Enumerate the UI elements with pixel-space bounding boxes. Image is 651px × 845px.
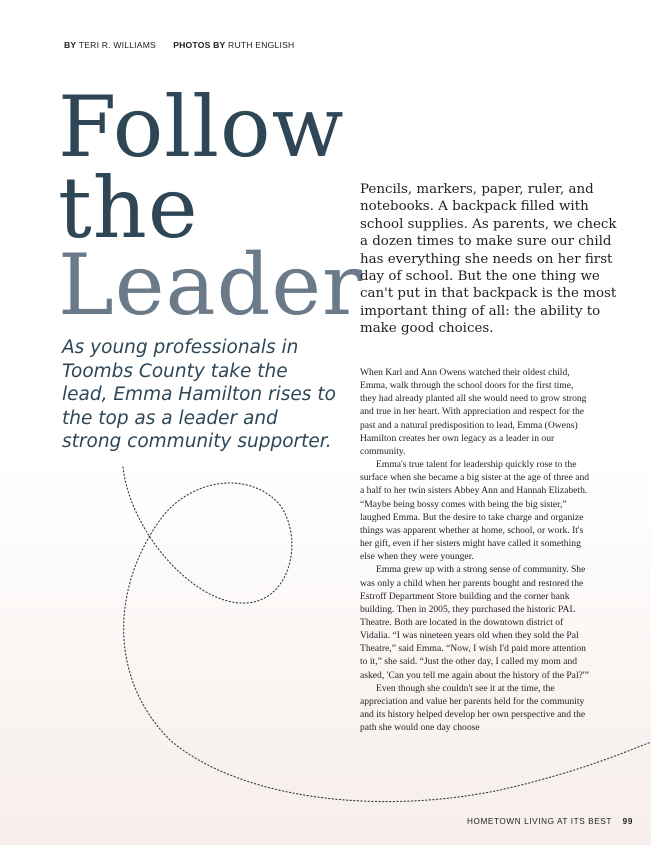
page-footer bbox=[467, 817, 633, 826]
byline-author: TERI R. WILLIAMS bbox=[78, 40, 156, 50]
body-paragraph: Emma's true talent for leadership quickly rose to the surface when she became a big sister at the age of three and a half to her twin sisters Abbey Ann and Hannah Elizabeth. “Maybe being bossy comes with being the big sister,” laughed Emma. But the desire to take charge and organize things was apparent whether at home, school, or work. It's her gift, even if her sisters might have called it something else when they were younger. bbox=[360, 459, 590, 563]
title-line-2: the bbox=[58, 159, 199, 257]
lede-paragraph bbox=[360, 181, 620, 338]
footer-magazine-name: HOMETOWN LIVING AT ITS BEST bbox=[467, 817, 612, 826]
lede-text: Pencils, markers, paper, ruler, and notebooks. A backpack filled with school supplies. As parents, we check a dozen times to make sure our child has everything she needs on her first day of school. But the one thing we can't put in that backpack is the most important thing of all: the ability to make good choices. bbox=[360, 182, 617, 337]
article-dek: As young professionals in Toombs County take the lead, Emma Hamilton rises to the top as a leader and strong community supporter. bbox=[62, 337, 336, 452]
byline bbox=[64, 40, 294, 50]
title-line-3: Leader bbox=[58, 236, 364, 334]
byline-by-label: BY bbox=[64, 40, 77, 50]
page-number: 99 bbox=[622, 817, 633, 826]
body-paragraph: When Karl and Ann Owens watched their oldest child, Emma, walk through the school doors for the first time, they had already planted all she would need to grow strong and true in her heart. With appreciation and respect for the past and a natural predisposition to lead, Emma (Owens) Hamilton creates her own legacy as a leader in our community. bbox=[360, 367, 587, 457]
byline-photos-label: PHOTOS BY bbox=[173, 40, 226, 50]
body-paragraph: Emma grew up with a strong sense of community. She was only a child when her parents bought and restored the Estroff Department Store building and the corner bank building. Then in 2005, they purchased the historic PAL Theatre. Both are located in the downtown district of Vidalia. “I was nineteen years old when they sold the Pal Theatre,” said Emma. “Now, I wish I'd paid more attention to it,” she said. “Just the other day, I called my mom and asked, 'Can you tell me again about the history of the Pal?'” bbox=[360, 564, 589, 681]
article-body bbox=[360, 366, 592, 734]
byline-photographer: RUTH ENGLISH bbox=[228, 40, 295, 50]
title-line-1: Follow bbox=[58, 78, 345, 176]
body-paragraph: Even though she couldn't see it at the time, the appreciation and value her parents held for the community and its history helped develop her own perspective and the path she would one day choose bbox=[360, 682, 586, 734]
